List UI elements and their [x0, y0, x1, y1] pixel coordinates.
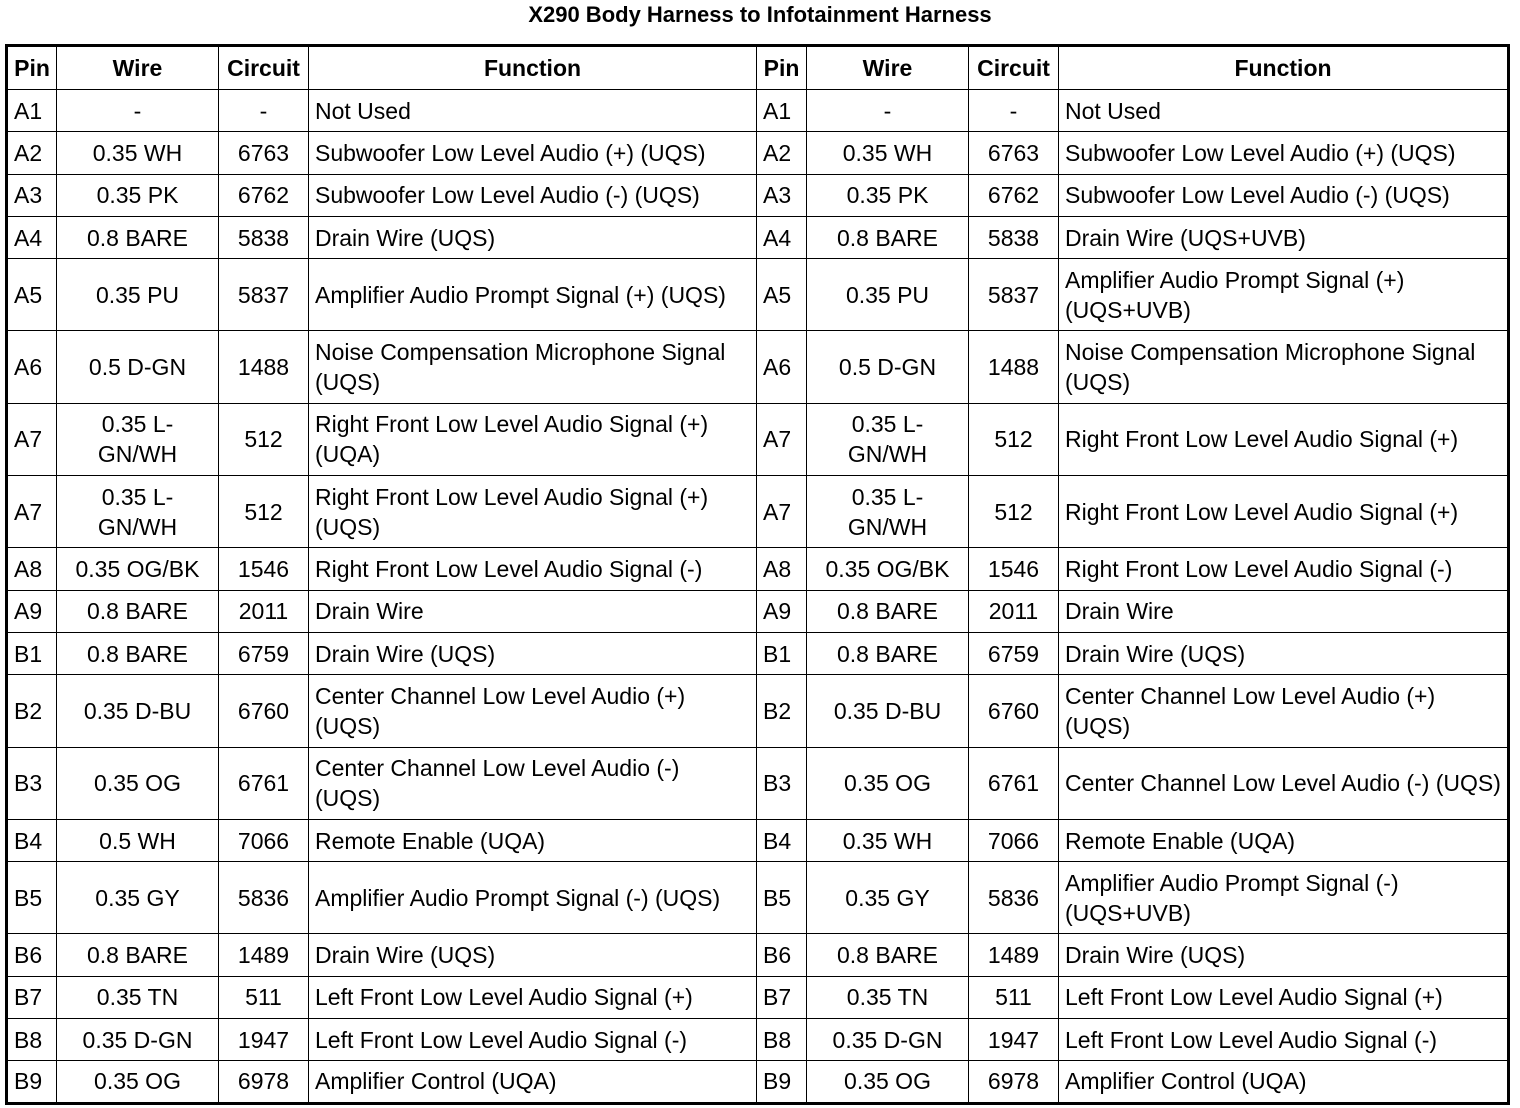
- wire-cell: 0.8 BARE: [807, 216, 969, 258]
- wire-header: Wire: [807, 46, 969, 90]
- wire-cell: 0.35 PU: [57, 259, 219, 331]
- circuit-cell: 6762: [219, 174, 309, 216]
- circuit-cell: 5838: [219, 216, 309, 258]
- function-cell: Right Front Low Level Audio Signal (+) (UQS): [309, 476, 757, 548]
- circuit-cell: 1947: [969, 1019, 1059, 1061]
- table-row: [7, 548, 1509, 590]
- table-row: [7, 1019, 1509, 1061]
- circuit-cell: 6978: [969, 1061, 1059, 1103]
- table-row: [7, 819, 1509, 861]
- circuit-cell: 511: [969, 976, 1059, 1018]
- wire-cell: 0.35 OG: [57, 1061, 219, 1103]
- circuit-cell: 512: [969, 403, 1059, 475]
- pin-cell: A9: [757, 590, 807, 632]
- pin-cell: A7: [757, 476, 807, 548]
- table-row: [7, 1061, 1509, 1103]
- table-row: [7, 976, 1509, 1018]
- pin-cell: A7: [7, 403, 57, 475]
- function-cell: Subwoofer Low Level Audio (-) (UQS): [1059, 174, 1509, 216]
- circuit-cell: 6763: [219, 132, 309, 174]
- pin-cell: B5: [757, 862, 807, 934]
- circuit-cell: 512: [219, 403, 309, 475]
- wire-cell: 0.5 D-GN: [807, 331, 969, 403]
- pin-cell: A2: [757, 132, 807, 174]
- circuit-cell: 6761: [219, 747, 309, 819]
- function-cell: Drain Wire (UQS): [309, 216, 757, 258]
- circuit-cell: 5836: [219, 862, 309, 934]
- wire-cell: 0.35 D-GN: [57, 1019, 219, 1061]
- pin-cell: B2: [7, 675, 57, 747]
- circuit-cell: 5837: [219, 259, 309, 331]
- wire-cell: 0.35 WH: [807, 132, 969, 174]
- circuit-cell: 6759: [219, 632, 309, 674]
- circuit-cell: -: [969, 90, 1059, 132]
- circuit-cell: 6762: [969, 174, 1059, 216]
- function-cell: Drain Wire (UQS): [309, 934, 757, 976]
- function-cell: Center Channel Low Level Audio (-) (UQS): [309, 747, 757, 819]
- wire-cell: 0.35 L-GN/WH: [57, 403, 219, 475]
- circuit-cell: 1546: [969, 548, 1059, 590]
- circuit-cell: 6759: [969, 632, 1059, 674]
- wire-cell: 0.35 D-GN: [807, 1019, 969, 1061]
- circuit-header: Circuit: [219, 46, 309, 90]
- pin-header: Pin: [7, 46, 57, 90]
- wire-cell: 0.35 D-BU: [57, 675, 219, 747]
- function-cell: Drain Wire: [309, 590, 757, 632]
- function-cell: Amplifier Audio Prompt Signal (+) (UQS): [309, 259, 757, 331]
- pin-cell: B8: [7, 1019, 57, 1061]
- function-header: Function: [309, 46, 757, 90]
- wire-cell: 0.8 BARE: [57, 216, 219, 258]
- pin-cell: B6: [757, 934, 807, 976]
- wire-cell: 0.35 WH: [807, 819, 969, 861]
- circuit-cell: 1489: [969, 934, 1059, 976]
- circuit-cell: 512: [969, 476, 1059, 548]
- wire-cell: 0.35 OG/BK: [807, 548, 969, 590]
- pin-cell: B3: [757, 747, 807, 819]
- function-cell: Subwoofer Low Level Audio (-) (UQS): [309, 174, 757, 216]
- pin-cell: A3: [7, 174, 57, 216]
- function-cell: Noise Compensation Microphone Signal (UQS): [309, 331, 757, 403]
- wire-cell: 0.35 OG/BK: [57, 548, 219, 590]
- table-row: [7, 747, 1509, 819]
- circuit-cell: 512: [219, 476, 309, 548]
- function-cell: Left Front Low Level Audio Signal (-): [309, 1019, 757, 1061]
- function-cell: Right Front Low Level Audio Signal (+) (UQA): [309, 403, 757, 475]
- function-cell: Drain Wire (UQS+UVB): [1059, 216, 1509, 258]
- circuit-cell: 7066: [969, 819, 1059, 861]
- function-cell: Not Used: [1059, 90, 1509, 132]
- wire-cell: 0.8 BARE: [57, 934, 219, 976]
- wire-cell: 0.35 GY: [57, 862, 219, 934]
- wire-cell: 0.35 WH: [57, 132, 219, 174]
- function-cell: Drain Wire: [1059, 590, 1509, 632]
- function-cell: Right Front Low Level Audio Signal (+): [1059, 476, 1509, 548]
- pin-cell: A6: [757, 331, 807, 403]
- pin-cell: B9: [757, 1061, 807, 1103]
- pin-cell: B1: [7, 632, 57, 674]
- wire-cell: 0.8 BARE: [807, 934, 969, 976]
- table-row: [7, 132, 1509, 174]
- table-row: [7, 216, 1509, 258]
- circuit-cell: 1947: [219, 1019, 309, 1061]
- function-cell: Not Used: [309, 90, 757, 132]
- pin-header: Pin: [757, 46, 807, 90]
- table-row: [7, 331, 1509, 403]
- circuit-header: Circuit: [969, 46, 1059, 90]
- pin-cell: B3: [7, 747, 57, 819]
- pin-cell: A8: [7, 548, 57, 590]
- table-row: [7, 403, 1509, 475]
- wire-cell: 0.35 OG: [57, 747, 219, 819]
- table-row: [7, 259, 1509, 331]
- pin-cell: B9: [7, 1061, 57, 1103]
- pin-cell: A5: [7, 259, 57, 331]
- table-row: [7, 90, 1509, 132]
- pin-cell: A7: [757, 403, 807, 475]
- pin-cell: A5: [757, 259, 807, 331]
- function-cell: Center Channel Low Level Audio (+) (UQS): [309, 675, 757, 747]
- table-row: [7, 174, 1509, 216]
- pin-cell: B1: [757, 632, 807, 674]
- circuit-cell: 7066: [219, 819, 309, 861]
- circuit-cell: 1488: [969, 331, 1059, 403]
- function-cell: Right Front Low Level Audio Signal (-): [1059, 548, 1509, 590]
- function-cell: Right Front Low Level Audio Signal (+): [1059, 403, 1509, 475]
- circuit-cell: 6760: [219, 675, 309, 747]
- function-cell: Remote Enable (UQA): [1059, 819, 1509, 861]
- function-header: Function: [1059, 46, 1509, 90]
- function-cell: Center Channel Low Level Audio (+) (UQS): [1059, 675, 1509, 747]
- circuit-cell: 6760: [969, 675, 1059, 747]
- table-row: [7, 632, 1509, 674]
- function-cell: Left Front Low Level Audio Signal (+): [309, 976, 757, 1018]
- wire-cell: 0.8 BARE: [57, 590, 219, 632]
- pin-cell: A7: [7, 476, 57, 548]
- function-cell: Right Front Low Level Audio Signal (-): [309, 548, 757, 590]
- wire-cell: 0.35 OG: [807, 747, 969, 819]
- pin-cell: B4: [757, 819, 807, 861]
- circuit-cell: 6978: [219, 1061, 309, 1103]
- circuit-cell: 2011: [219, 590, 309, 632]
- wire-cell: 0.35 L-GN/WH: [807, 403, 969, 475]
- function-cell: Amplifier Audio Prompt Signal (-) (UQS+UVB): [1059, 862, 1509, 934]
- pin-cell: A9: [7, 590, 57, 632]
- wire-cell: -: [807, 90, 969, 132]
- circuit-cell: 1488: [219, 331, 309, 403]
- table-row: [7, 862, 1509, 934]
- wire-cell: 0.8 BARE: [807, 590, 969, 632]
- wire-cell: 0.35 OG: [807, 1061, 969, 1103]
- function-cell: Amplifier Audio Prompt Signal (-) (UQS): [309, 862, 757, 934]
- function-cell: Amplifier Audio Prompt Signal (+) (UQS+UVB): [1059, 259, 1509, 331]
- wire-cell: 0.8 BARE: [57, 632, 219, 674]
- pin-cell: B8: [757, 1019, 807, 1061]
- circuit-cell: 511: [219, 976, 309, 1018]
- wire-cell: 0.35 PK: [807, 174, 969, 216]
- wire-cell: 0.35 L-GN/WH: [807, 476, 969, 548]
- function-cell: Remote Enable (UQA): [309, 819, 757, 861]
- wire-cell: 0.35 TN: [57, 976, 219, 1018]
- wire-cell: 0.35 PK: [57, 174, 219, 216]
- function-cell: Subwoofer Low Level Audio (+) (UQS): [1059, 132, 1509, 174]
- pin-cell: A4: [757, 216, 807, 258]
- table-row: [7, 476, 1509, 548]
- pin-cell: A8: [757, 548, 807, 590]
- table-row: [7, 934, 1509, 976]
- pin-cell: A6: [7, 331, 57, 403]
- function-cell: Noise Compensation Microphone Signal (UQS): [1059, 331, 1509, 403]
- wire-cell: 0.35 D-BU: [807, 675, 969, 747]
- wire-cell: 0.5 WH: [57, 819, 219, 861]
- function-cell: Left Front Low Level Audio Signal (+): [1059, 976, 1509, 1018]
- circuit-cell: -: [219, 90, 309, 132]
- wire-cell: 0.35 PU: [807, 259, 969, 331]
- function-cell: Amplifier Control (UQA): [1059, 1061, 1509, 1103]
- pin-cell: B7: [757, 976, 807, 1018]
- circuit-cell: 2011: [969, 590, 1059, 632]
- function-cell: Center Channel Low Level Audio (-) (UQS): [1059, 747, 1509, 819]
- pin-cell: A1: [7, 90, 57, 132]
- circuit-cell: 6763: [969, 132, 1059, 174]
- harness-pinout-table: [5, 44, 1510, 1105]
- wire-cell: -: [57, 90, 219, 132]
- function-cell: Drain Wire (UQS): [1059, 632, 1509, 674]
- pin-cell: B6: [7, 934, 57, 976]
- pin-cell: A3: [757, 174, 807, 216]
- table-row: [7, 590, 1509, 632]
- table-body: [7, 90, 1509, 1104]
- pin-cell: B2: [757, 675, 807, 747]
- wire-cell: 0.5 D-GN: [57, 331, 219, 403]
- pin-cell: B5: [7, 862, 57, 934]
- wire-cell: 0.8 BARE: [807, 632, 969, 674]
- wire-cell: 0.35 GY: [807, 862, 969, 934]
- pin-cell: B7: [7, 976, 57, 1018]
- function-cell: Drain Wire (UQS): [309, 632, 757, 674]
- function-cell: Amplifier Control (UQA): [309, 1061, 757, 1103]
- circuit-cell: 5837: [969, 259, 1059, 331]
- function-cell: Drain Wire (UQS): [1059, 934, 1509, 976]
- function-cell: Subwoofer Low Level Audio (+) (UQS): [309, 132, 757, 174]
- table-row: [7, 675, 1509, 747]
- circuit-cell: 5836: [969, 862, 1059, 934]
- circuit-cell: 1489: [219, 934, 309, 976]
- circuit-cell: 5838: [969, 216, 1059, 258]
- pin-cell: A2: [7, 132, 57, 174]
- pin-cell: A1: [757, 90, 807, 132]
- pin-cell: B4: [7, 819, 57, 861]
- circuit-cell: 1546: [219, 548, 309, 590]
- pin-cell: A4: [7, 216, 57, 258]
- function-cell: Left Front Low Level Audio Signal (-): [1059, 1019, 1509, 1061]
- header-row: [7, 46, 1509, 90]
- circuit-cell: 6761: [969, 747, 1059, 819]
- wire-cell: 0.35 TN: [807, 976, 969, 1018]
- table-title: X290 Body Harness to Infotainment Harness: [528, 2, 992, 27]
- wire-cell: 0.35 L-GN/WH: [57, 476, 219, 548]
- wire-header: Wire: [57, 46, 219, 90]
